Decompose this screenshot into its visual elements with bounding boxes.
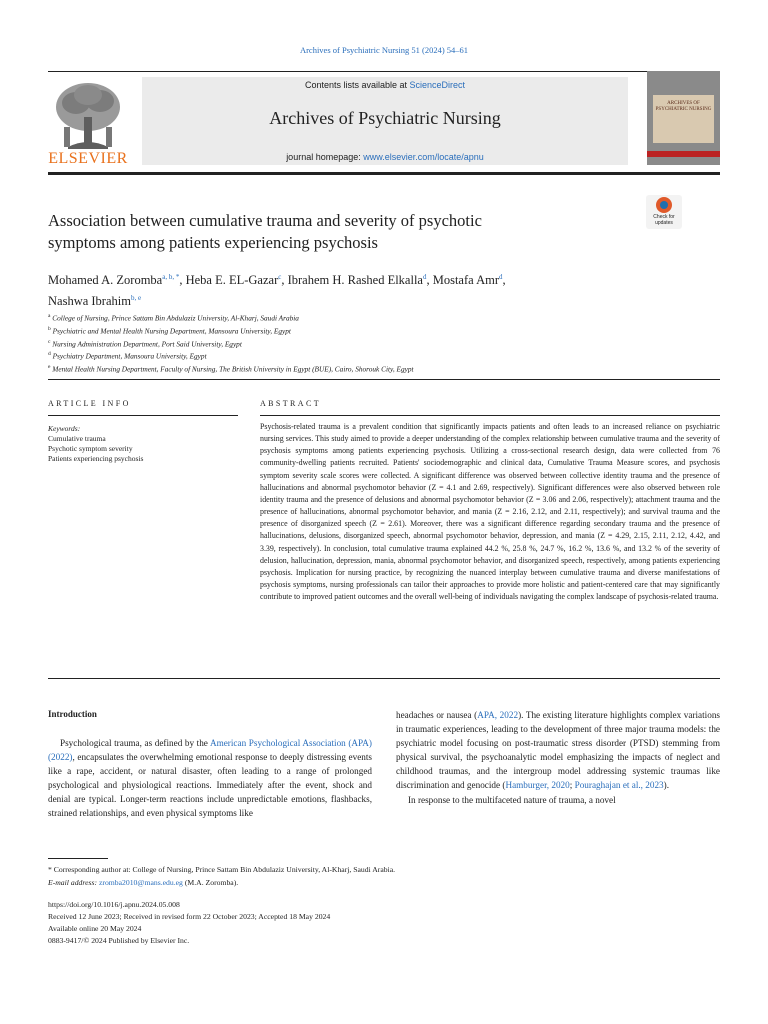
- abstract-text: Psychosis-related trauma is a prevalent condition that significantly impacts patients and often leads to an increased reliance on psychiatric nursing services. This study aimed to provide a deeper understanding of the complex relationship between cumulative trauma and the severity of psychosis symptoms among patients experiencing psychosis. Utilizing a cross-sectional research design, data were collected from 76 community-dwelling patients recruited. Patients' sociodemographic and clinical data, Cumulative Trauma Measure scores, and psychosis symptom severity scale scores were collected. A significant difference was observed between collective identity trauma and the presence of hallucinations and abnormal psychomotor behavior (Z = 4.1 and 2.69, respectively). Significant differences were also observed between role identity trauma and the presence of delusions and abnormal psychomotor behavior (Z = 3.06 and 2.06, respectively); attachment trauma and the presence of hallucinations, abnormal psychomotor behavior, and mania (Z = 2.16, 2.12, and 2.11, respectively); and survival trauma and the presence of disorganized speech (Z = 2.61). Moreover, there was a significant difference regarding secondary trauma and the presence of hallucinations, delusions, disorganized speech, abnormal psychomotor behavior, depression, and mania (Z = 4.29, 2.15, 2.11, 2.12, 4.42, and 3.39, respectively). In conclusion, total cumulative trauma explained 44.2 %, 25.8 %, 24.7 %, 16.2 %, 13.6 %, and 13.2 % of the severity of delusion, hallucination, depression, mania, abnormal psychomotor behavior, and disorganized speech, respectively, among patients experiencing psychosis. Implication for nursing practice, by recognizing the nuanced interplay between cumulative trauma and diverse manifestations of psychosis symptoms, nursing professionals can tailor their approaches to provide more holistic and patient-centered care that may significantly contribute to improved patient outcomes and the overall well-being of individuals navigating the complex landscape of psychosis-related trauma.: [260, 422, 720, 602]
- affiliation-text: College of Nursing, Prince Sattam Bin Abdulaziz University, Al-Kharj, Saudi Arabia: [52, 313, 299, 323]
- keyword-item: Psychotic symptom severity: [48, 444, 133, 453]
- elsevier-wordmark: ELSEVIER: [48, 150, 128, 167]
- article-info-heading: ARTICLE INFO: [48, 399, 131, 408]
- homepage-line: [142, 152, 628, 162]
- affiliation-text: Psychiatric and Mental Health Nursing Department, Mansoura University, Egypt: [52, 326, 291, 336]
- author-name: Mostafa Amr: [432, 273, 500, 288]
- affiliation-text: Nursing Administration Department, Port Said University, Egypt: [52, 339, 242, 349]
- author-separator: ,: [426, 273, 433, 288]
- affiliation-item: [48, 337, 648, 350]
- sciencedirect-link[interactable]: ScienceDirect: [409, 80, 466, 90]
- author-separator: ,: [502, 273, 506, 288]
- keyword-item: Cumulative trauma: [48, 434, 106, 443]
- copyright-line: 0883-9417/© 2024 Published by Elsevier Inc.: [48, 936, 190, 945]
- corresponding-author-note: * Corresponding author at: College of Nursing, Prince Sattam Bin Abdulaziz University, Al-Kharj, Saudi Arabia.: [48, 865, 396, 874]
- intro-column-right: [396, 708, 720, 807]
- affiliation-text: Psychiatry Department, Mansoura University, Egypt: [52, 351, 207, 361]
- article-title: [48, 210, 608, 254]
- abstract-bottom-rule: [48, 678, 720, 679]
- check-updates-label: [646, 214, 682, 226]
- check-updates-line2: updates: [655, 220, 673, 226]
- author-affil-marker[interactable]: c: [278, 273, 282, 281]
- keywords-block: [48, 424, 228, 464]
- intro-text: headaches or nausea (: [396, 710, 478, 720]
- intro-paragraph: [396, 708, 720, 793]
- article-title-line1: Association between cumulative trauma and severity of psychotic: [48, 211, 482, 230]
- affiliation-item: [48, 349, 648, 362]
- affiliation-item: [48, 324, 648, 337]
- intro-paragraph: [48, 736, 372, 821]
- author-name: Ibrahem H. Rashed Elkalla: [287, 273, 423, 288]
- citation-link[interactable]: APA, 2022: [477, 710, 519, 720]
- introduction-heading: Introduction: [48, 709, 97, 719]
- article-info-rule: [48, 415, 238, 416]
- author-name: Mohamed A. Zoromba: [48, 273, 163, 288]
- received-dates: Received 12 June 2023; Received in revised form 22 October 2023; Accepted 18 May 2024: [48, 912, 331, 921]
- author-separator: ,: [281, 273, 288, 288]
- cover-title: ARCHIVES OF PSYCHIATRIC NURSING: [655, 101, 712, 112]
- intro-text: ;: [569, 780, 575, 791]
- intro-column-left: [48, 736, 372, 821]
- intro-text: , encapsulates the overwhelming emotional response to deeply distressing events like a rape, accident, or natural disaster, often leading to a range of prolonged psychological and physiological reactions. Immediately after the event, shock and denial are typical. Longer-term reactions include unpredictable emotions, flashbacks, strained relationships, and even physical symptoms like: [48, 752, 372, 819]
- abstract-heading: ABSTRACT: [260, 399, 321, 408]
- available-online-date: Available online 20 May 2024: [48, 924, 142, 933]
- article-title-line2: symptoms among patients experiencing psychosis: [48, 233, 378, 252]
- footnote-rule: [48, 858, 108, 859]
- header-top-rule: [48, 71, 720, 72]
- check-updates-line1: Check for: [653, 214, 675, 220]
- affiliation-item: [48, 311, 648, 324]
- intro-text: ). The existing literature highlights complex variations in traumatic experiences, leading to the development of three major trauma models: the psychiatric model focusing on post-traumatic stress disorder (PTSD) stemming from physical survival, the psychoanalytic model emphasizing the impacts of neglect and childhood traumas, and the intergroup model addressing systemic traumas like discrimination and genocide (: [396, 710, 720, 791]
- contents-line: [142, 80, 628, 90]
- author-affil-marker[interactable]: d: [422, 273, 427, 281]
- citation-link[interactable]: American Psychological Association (APA) (2022): [48, 738, 372, 763]
- journal-homepage-link[interactable]: www.elsevier.com/locate/apnu: [363, 152, 484, 162]
- intro-text: ).: [663, 780, 669, 791]
- email-label: E-mail address:: [48, 878, 99, 887]
- doi-link[interactable]: https://doi.org/10.1016/j.apnu.2024.05.008: [48, 900, 180, 909]
- affiliation-text: Mental Health Nursing Department, Faculty of Nursing, The British University in Egypt (BUE), Cairo, Shorouk City, Egypt: [52, 364, 414, 374]
- abstract-rule: [260, 415, 720, 416]
- affiliation-key: c: [48, 338, 51, 345]
- affiliation-key: e: [48, 364, 51, 371]
- check-for-updates-badge[interactable]: [646, 195, 682, 229]
- author-name: Nashwa Ibrahim: [48, 294, 131, 309]
- header-thick-rule: [48, 172, 720, 175]
- email-suffix: (M.A. Zoromba).: [182, 878, 239, 887]
- affiliation-key: a: [48, 313, 51, 319]
- journal-title: Archives of Psychiatric Nursing: [269, 108, 501, 128]
- citation-link[interactable]: Hamburger, 2020: [505, 780, 570, 791]
- check-updates-icon-center: [660, 201, 668, 209]
- email-note: [48, 877, 720, 889]
- affiliation-item: [48, 362, 648, 375]
- contents-prefix: Contents lists available at: [304, 80, 410, 90]
- author-name: Heba E. EL-Gazar: [185, 273, 279, 288]
- affiliation-key: d: [48, 351, 51, 358]
- keywords-label: Keywords:: [48, 424, 81, 433]
- keyword-item: Patients experiencing psychosis: [48, 454, 144, 463]
- author-separator: ,: [179, 273, 186, 288]
- intro-text: Psychological trauma, as defined by the: [60, 738, 210, 748]
- author-affil-marker[interactable]: d: [499, 273, 503, 281]
- affiliation-key: b: [48, 325, 51, 332]
- homepage-prefix: journal homepage:: [286, 152, 364, 162]
- author-affil-marker[interactable]: b, e: [130, 294, 142, 303]
- affiliations-bottom-rule: [48, 379, 720, 380]
- journal-reference[interactable]: Archives of Psychiatric Nursing 51 (2024) 54–61: [299, 45, 469, 55]
- citation-link[interactable]: Pouraghajan et al., 2023: [574, 780, 664, 791]
- intro-paragraph: In response to the multifaceted nature of trauma, a novel: [408, 794, 616, 805]
- author-affil-marker[interactable]: a, b, *: [162, 273, 180, 281]
- affiliations: [48, 311, 648, 375]
- cover-bar: [647, 151, 720, 157]
- journal-cover-thumbnail[interactable]: [647, 71, 720, 165]
- email-link[interactable]: zromba2010@mans.edu.eg: [98, 878, 183, 887]
- author-list: [48, 268, 648, 310]
